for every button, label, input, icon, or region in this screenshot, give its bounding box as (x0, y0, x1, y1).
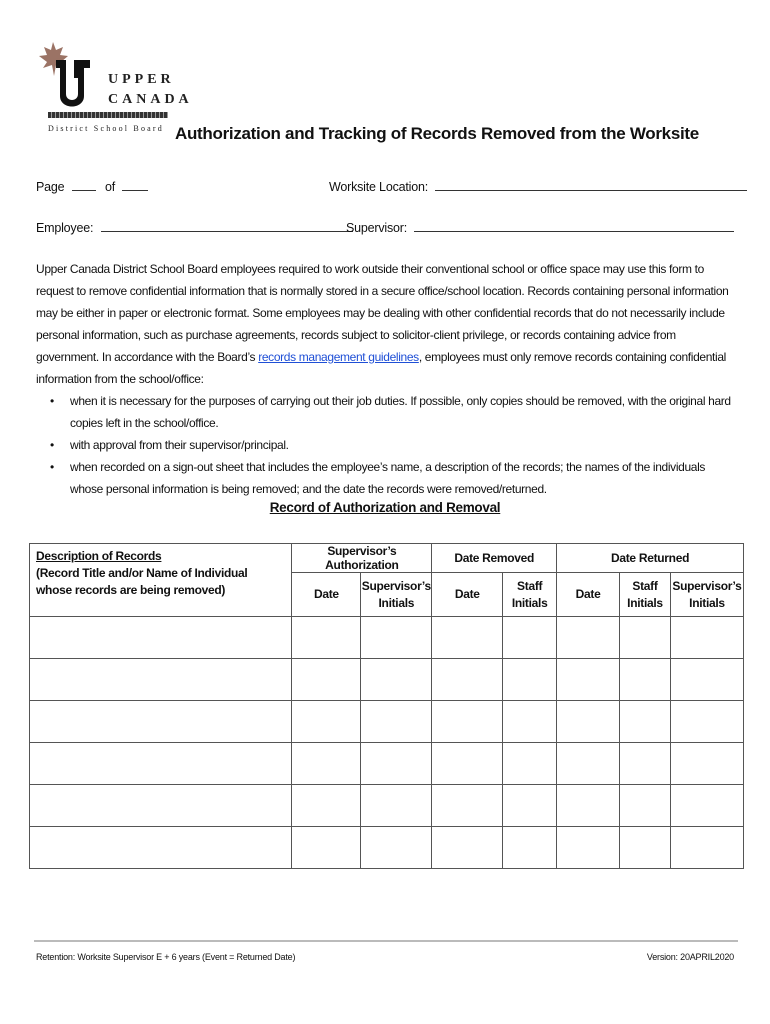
table-cell-input[interactable] (30, 827, 292, 869)
conditions-list (36, 390, 736, 500)
list-item (36, 434, 736, 456)
table-row (30, 785, 744, 827)
date-returned-header: Date Returned (557, 544, 744, 573)
records-guidelines-link[interactable]: records management guidelines (258, 350, 419, 364)
table-cell-input[interactable] (30, 617, 292, 659)
table-cell-input[interactable] (432, 617, 503, 659)
supervisor-field (346, 221, 734, 235)
auth-supervisor-initials-header: Supervisor’s Initials (361, 573, 432, 617)
table-cell-input[interactable] (620, 827, 671, 869)
employee-field (36, 221, 353, 235)
table-cell-input[interactable] (292, 743, 361, 785)
table-cell-input[interactable] (557, 659, 620, 701)
table-row (30, 743, 744, 785)
page-number-field (36, 180, 148, 194)
table-row (30, 659, 744, 701)
table-cell-input[interactable] (557, 617, 620, 659)
table-cell-input[interactable] (503, 785, 557, 827)
table-cell-input[interactable] (361, 827, 432, 869)
logo-divider-band (48, 112, 168, 118)
intro-paragraph (36, 258, 736, 500)
version-note: Version: 20APRIL2020 (646, 952, 734, 962)
intro-text-2: , employees must only remove records containing confidential information from the school/office: (36, 350, 726, 386)
returned-staff-initials-header: Staff Initials (620, 573, 671, 617)
list-item-text: when recorded on a sign-out sheet that includes the employee’s name, a description of the records; the names of the individuals whose personal information is being removed; and the date the records were removed/returned. (70, 460, 706, 496)
table-cell-input[interactable] (30, 785, 292, 827)
removed-staff-initials-header: Staff Initials (503, 573, 557, 617)
logo-line-upper: UPPER (108, 72, 175, 87)
table-cell-input[interactable] (503, 659, 557, 701)
table-cell-input[interactable] (30, 701, 292, 743)
table-cell-input[interactable] (30, 659, 292, 701)
list-item (36, 456, 736, 500)
table-cell-input[interactable] (292, 701, 361, 743)
table-cell-input[interactable] (557, 827, 620, 869)
auth-date-header: Date (292, 573, 361, 617)
removed-date-header: Date (432, 573, 503, 617)
table-cell-input[interactable] (670, 743, 743, 785)
list-item-text: with approval from their supervisor/principal. (70, 438, 289, 452)
description-title: Description of Records (36, 549, 162, 563)
table-cell-input[interactable] (670, 659, 743, 701)
table-cell-input[interactable] (361, 743, 432, 785)
table-row (30, 617, 744, 659)
records-table (29, 543, 744, 869)
supervisor-authorization-header: Supervisor’s Authorization (292, 544, 432, 573)
table-cell-input[interactable] (670, 617, 743, 659)
table-cell-input[interactable] (30, 743, 292, 785)
bullet-icon: • (50, 460, 54, 474)
bullet-icon: • (50, 394, 54, 408)
date-removed-header: Date Removed (432, 544, 557, 573)
footer-divider (34, 940, 738, 942)
table-cell-input[interactable] (432, 785, 503, 827)
table-cell-input[interactable] (292, 827, 361, 869)
worksite-label: Worksite Location: (329, 180, 428, 194)
table-cell-input[interactable] (503, 827, 557, 869)
intro-text-1: Upper Canada District School Board employees required to work outside their conventional school or office space may use this form to request to remove confidential information that is normally stored in a secure office/school location. Records containing personal information may be either in paper or electronic format. Some employees may be dealing with other confidential records that do not necessarily include personal information, such as purchase agreements, records subject to solicitor-client privilege, or records containing advice from government. In accordance with the Board’s (36, 262, 729, 364)
table-cell-input[interactable] (557, 785, 620, 827)
table-cell-input[interactable] (361, 785, 432, 827)
table-cell-input[interactable] (620, 701, 671, 743)
table-cell-input[interactable] (361, 659, 432, 701)
table-cell-input[interactable] (292, 659, 361, 701)
table-cell-input[interactable] (557, 701, 620, 743)
table-cell-input[interactable] (670, 701, 743, 743)
list-item-text: when it is necessary for the purposes of carrying out their job duties. If possible, only copies should be removed, with the original hard copies left in the school/office. (70, 394, 731, 430)
table-cell-input[interactable] (620, 743, 671, 785)
table-cell-input[interactable] (503, 743, 557, 785)
logo-line-canada: CANADA (108, 92, 193, 107)
section-title: Record of Authorization and Removal (269, 500, 501, 515)
supervisor-input[interactable] (414, 221, 734, 232)
description-subtitle: (Record Title and/or Name of Individual whose records are being removed) (36, 566, 248, 597)
table-cell-input[interactable] (670, 827, 743, 869)
table-cell-input[interactable] (620, 617, 671, 659)
bullet-icon: • (50, 438, 54, 452)
table-cell-input[interactable] (432, 827, 503, 869)
ucdsb-logo (36, 40, 193, 140)
employee-label: Employee: (36, 221, 94, 235)
retention-note: Retention: Worksite Supervisor E + 6 years (Event = Returned Date) (36, 952, 296, 962)
returned-date-header: Date (557, 573, 620, 617)
table-row (30, 701, 744, 743)
list-item (36, 390, 736, 434)
supervisor-label: Supervisor: (346, 221, 408, 235)
table-cell-input[interactable] (432, 701, 503, 743)
table-cell-input[interactable] (432, 743, 503, 785)
table-cell-input[interactable] (503, 701, 557, 743)
worksite-location-field (329, 180, 747, 194)
logo-line-district: District School Board (48, 124, 164, 133)
page-total-input[interactable] (122, 180, 148, 191)
form-title: Authorization and Tracking of Records Removed from the Worksite (175, 124, 699, 143)
table-cell-input[interactable] (361, 701, 432, 743)
table-cell-input[interactable] (361, 617, 432, 659)
table-row (30, 827, 744, 869)
table-cell-input[interactable] (620, 785, 671, 827)
page-input[interactable] (72, 180, 96, 191)
employee-input[interactable] (101, 221, 353, 232)
table-cell-input[interactable] (503, 617, 557, 659)
table-cell-input[interactable] (292, 617, 361, 659)
table-cell-input[interactable] (557, 743, 620, 785)
table-cell-input[interactable] (620, 659, 671, 701)
table-cell-input[interactable] (292, 785, 361, 827)
description-header (30, 544, 292, 617)
returned-supervisor-initials-header: Supervisor’s Initials (670, 573, 743, 617)
uc-monogram-icon (52, 58, 92, 114)
page-label: Page (36, 180, 65, 194)
table-cell-input[interactable] (432, 659, 503, 701)
table-cell-input[interactable] (670, 785, 743, 827)
worksite-input[interactable] (435, 180, 747, 191)
of-label: of (104, 180, 115, 194)
